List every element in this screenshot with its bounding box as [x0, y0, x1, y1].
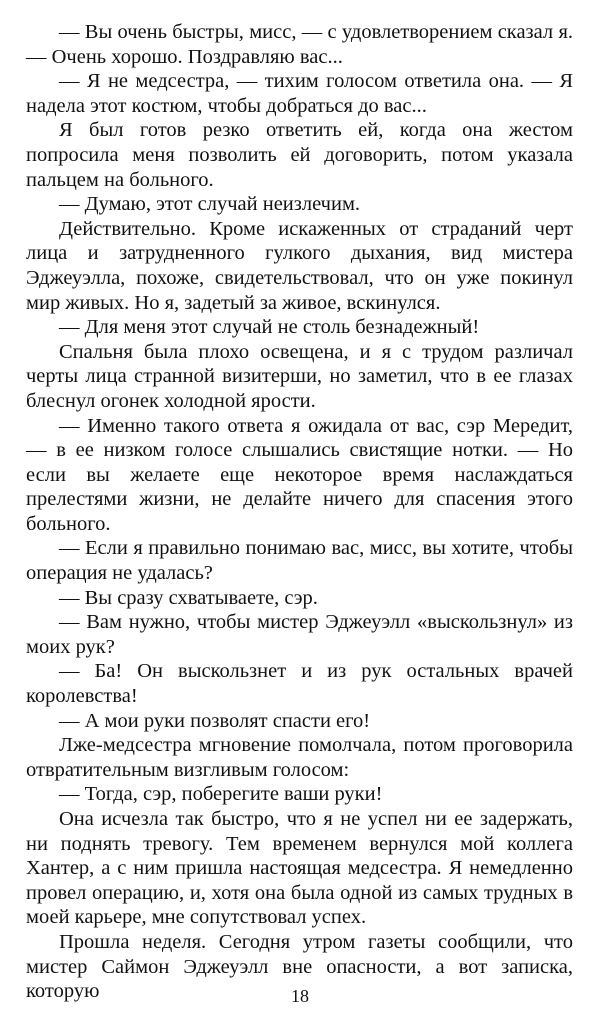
paragraph-5: Действительно. Кроме искаженных от страданий черт лица и затрудненного гулкого дыхания, вид мистера Эджеуэлла, похоже, свидетельствовал, что он уже покинул мир живых. Но я, задетый за живое, вскинулся.: [26, 217, 573, 314]
paragraph-7: Спальня была плохо освещена, и я с трудом различал черты лица странной визитерши, но заметил, что в ее глазах блеснул огонек холодной ярости.: [26, 340, 573, 412]
paragraph-1: — Вы очень быстры, мисс, — с удовлетворением сказал я. — Очень хорошо. Поздравляю вас...: [26, 21, 573, 68]
paragraph-12: — Ба! Он выскользнет и из рук остальных врачей королевства!: [26, 660, 573, 708]
paragraph-13: — А мои руки позволят спасти его!: [59, 709, 371, 732]
paragraph-2: — Я не медсестра, — тихим голосом ответила она. — Я надела этот костюм, чтобы добраться до вас...: [26, 70, 573, 117]
paragraph-11: — Вам нужно, чтобы мистер Эджеуэлл «выскользнул» из моих рук?: [26, 611, 573, 658]
paragraph-9: — Если я правильно понимаю вас, мисс, вы хотите, чтобы операция не удалась?: [26, 537, 573, 585]
paragraph-10: — Вы сразу схватываете, сэр.: [59, 586, 318, 609]
page-number: 18: [291, 986, 309, 1006]
body-text: [26, 20, 573, 1004]
paragraph-16: Она исчезла так быстро, что я не успел ни ее задержать, ни поднять тревогу. Тем временем вернулся мой коллега Хантер, а с ним пришла настоящая медсестра. Я немедленно провел операцию, и, хотя она была одной из самых трудных в моей карьере, мне сопутствовал успех.: [26, 808, 573, 929]
paragraph-3: Я был готов резко ответить ей, когда она жестом попросила меня позволить ей договорить, потом указала пальцем на больного.: [26, 119, 573, 191]
paragraph-15: — Тогда, сэр, поберегите ваши руки!: [59, 783, 383, 806]
paragraph-6: — Для меня этот случай не столь безнадежный!: [59, 316, 480, 339]
paragraph-14: Лже-медсестра мгновение помолчала, потом проговорила отвратительным визгливым голосом:: [26, 734, 573, 781]
paragraph-4: — Думаю, этот случай неизлечим.: [59, 193, 361, 216]
paragraph-17: Прошла неделя. Сегодня утром газеты сообщили, что мистер Саймон Эджеуэлл вне опасности, а вот записка, которую: [26, 930, 573, 1003]
paragraph-8: — Именно такого ответа я ожидала от вас, сэр Мередит, — в ее низком голосе слышались свистящие нотки. — Но если вы желаете еще некоторое время наслаждаться прелестями жизни, не делайте ничего для спасения этого больного.: [26, 414, 573, 535]
